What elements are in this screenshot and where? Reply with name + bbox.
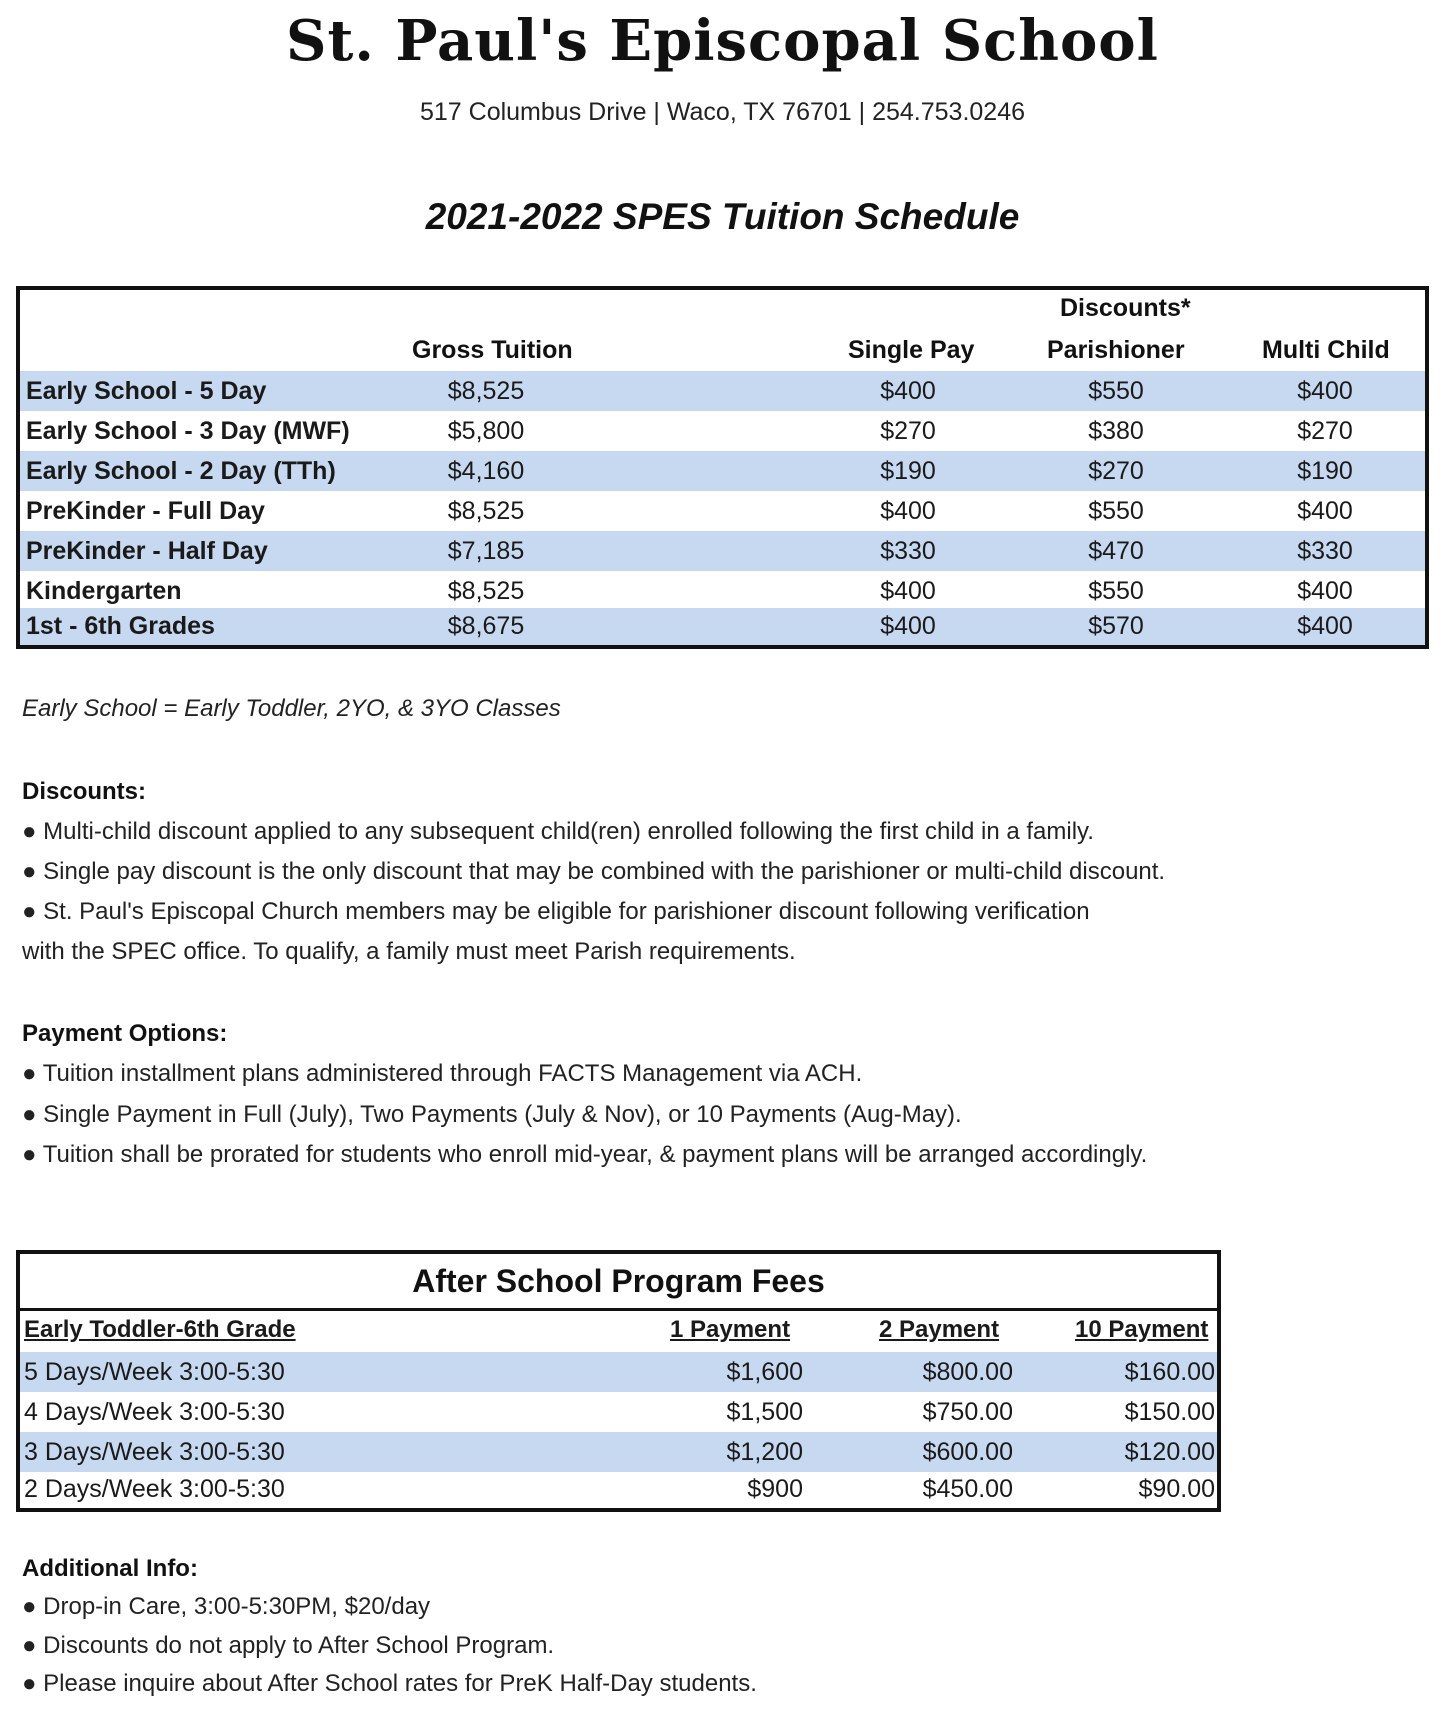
info-item: ● Drop-in Care, 3:00-5:30PM, $20/day	[22, 1593, 431, 1620]
p1-cell: $900	[747, 1475, 803, 1503]
row-label: Early School - 2 Day (TTh)	[26, 457, 336, 485]
table-row	[20, 1432, 1217, 1472]
info-item: ● Discounts do not apply to After School Program.	[22, 1632, 555, 1659]
single-cell: $400	[880, 377, 936, 405]
col-1-payment: 1 Payment	[670, 1316, 791, 1343]
row-label: Kindergarten	[26, 577, 182, 605]
single-cell: $400	[880, 497, 936, 525]
col-grade: Early Toddler-6th Grade	[24, 1316, 296, 1343]
payment-item: ● Tuition shall be prorated for students who enroll mid-year, & payment plans will be arranged accordingly.	[22, 1141, 1148, 1168]
col-2-payment: 2 Payment	[879, 1316, 1000, 1343]
single-cell: $330	[880, 537, 936, 565]
col-single-pay: Single Pay	[848, 336, 975, 364]
gross-cell: $4,160	[447, 457, 525, 485]
p2-cell: $600.00	[922, 1438, 1013, 1466]
multi-cell: $400	[1297, 377, 1353, 405]
p1-cell: $1,500	[726, 1398, 803, 1426]
discount-item: with the SPEC office. To qualify, a family must meet Parish requirements.	[22, 938, 796, 965]
gross-cell: $8,525	[447, 377, 525, 405]
discount-item: ● St. Paul's Episcopal Church members may be eligible for parishioner discount following verification	[22, 898, 1090, 925]
additional-info-heading: Additional Info:	[22, 1555, 198, 1582]
single-cell: $400	[880, 577, 936, 605]
row-label: 2 Days/Week 3:00-5:30	[24, 1475, 285, 1503]
page-title: 2021-2022 SPES Tuition Schedule	[425, 196, 1020, 237]
row-label: 3 Days/Week 3:00-5:30	[24, 1438, 285, 1466]
parish-cell: $270	[1088, 457, 1144, 485]
multi-cell: $400	[1297, 577, 1353, 605]
row-label: PreKinder - Full Day	[26, 497, 265, 525]
payment-item: ● Tuition installment plans administered through FACTS Management via ACH.	[22, 1060, 863, 1087]
row-label: PreKinder - Half Day	[26, 537, 268, 565]
col-10-payment: 10 Payment	[1075, 1316, 1209, 1343]
table-row	[20, 1470, 1217, 1508]
discount-item: ● Single pay discount is the only discount that may be combined with the parishioner or multi-child discount.	[22, 858, 1166, 885]
gross-cell: $7,185	[447, 537, 525, 565]
table-row	[20, 451, 1425, 491]
row-label: 1st - 6th Grades	[26, 612, 215, 640]
parish-cell: $550	[1088, 497, 1144, 525]
p10-cell: $90.00	[1138, 1475, 1215, 1503]
multi-cell: $330	[1297, 537, 1353, 565]
row-label: Early School - 5 Day	[26, 377, 267, 405]
p10-cell: $120.00	[1124, 1438, 1215, 1466]
col-gross-tuition: Gross Tuition	[412, 336, 573, 364]
school-address: 517 Columbus Drive | Waco, TX 76701 | 254.753.0246	[419, 98, 1026, 126]
single-cell: $400	[880, 612, 936, 640]
gross-cell: $8,525	[447, 497, 525, 525]
row-label: 5 Days/Week 3:00-5:30	[24, 1358, 285, 1386]
table-row	[20, 1392, 1217, 1432]
payment-options-heading: Payment Options:	[22, 1020, 228, 1047]
single-cell: $270	[880, 417, 936, 445]
parish-cell: $380	[1088, 417, 1144, 445]
payment-item: ● Single Payment in Full (July), Two Payments (July & Nov), or 10 Payments (Aug-May).	[22, 1101, 962, 1128]
table-row	[20, 531, 1425, 571]
table-row	[20, 411, 1425, 451]
col-parishioner: Parishioner	[1047, 336, 1185, 364]
p2-cell: $800.00	[922, 1358, 1013, 1386]
gross-cell: $8,525	[447, 577, 525, 605]
multi-cell: $270	[1297, 417, 1353, 445]
table-row	[20, 608, 1425, 645]
col-multi-child: Multi Child	[1262, 336, 1390, 364]
p1-cell: $1,200	[726, 1438, 803, 1466]
discounts-group-header: Discounts*	[1060, 294, 1191, 322]
parish-cell: $570	[1088, 612, 1144, 640]
multi-cell: $400	[1297, 497, 1353, 525]
p1-cell: $1,600	[726, 1358, 803, 1386]
table-row	[20, 491, 1425, 531]
gross-cell: $8,675	[447, 612, 525, 640]
p10-cell: $150.00	[1124, 1398, 1215, 1426]
p2-cell: $450.00	[922, 1475, 1013, 1503]
p10-cell: $160.00	[1124, 1358, 1215, 1386]
multi-cell: $190	[1297, 457, 1353, 485]
parish-cell: $470	[1088, 537, 1144, 565]
tuition-table	[16, 286, 1429, 649]
single-cell: $190	[880, 457, 936, 485]
discount-item: ● Multi-child discount applied to any subsequent child(ren) enrolled following the first child in a family.	[22, 818, 1094, 845]
row-label: 4 Days/Week 3:00-5:30	[24, 1398, 285, 1426]
table-row	[20, 371, 1425, 411]
gross-cell: $5,800	[447, 417, 525, 445]
p2-cell: $750.00	[922, 1398, 1013, 1426]
multi-cell: $400	[1297, 612, 1353, 640]
after-school-table	[16, 1250, 1221, 1512]
table-row	[20, 571, 1425, 611]
table-row	[20, 1352, 1217, 1392]
discounts-heading: Discounts:	[22, 778, 147, 805]
early-school-note: Early School = Early Toddler, 2YO, & 3YO Classes	[22, 695, 561, 722]
info-item: ● Please inquire about After School rates for PreK Half-Day students.	[22, 1670, 757, 1697]
school-name: St. Paul's Episcopal School	[286, 8, 1159, 74]
row-label: Early School - 3 Day (MWF)	[26, 417, 350, 445]
parish-cell: $550	[1088, 577, 1144, 605]
parish-cell: $550	[1088, 377, 1144, 405]
after-school-title: After School Program Fees	[20, 1254, 1217, 1311]
